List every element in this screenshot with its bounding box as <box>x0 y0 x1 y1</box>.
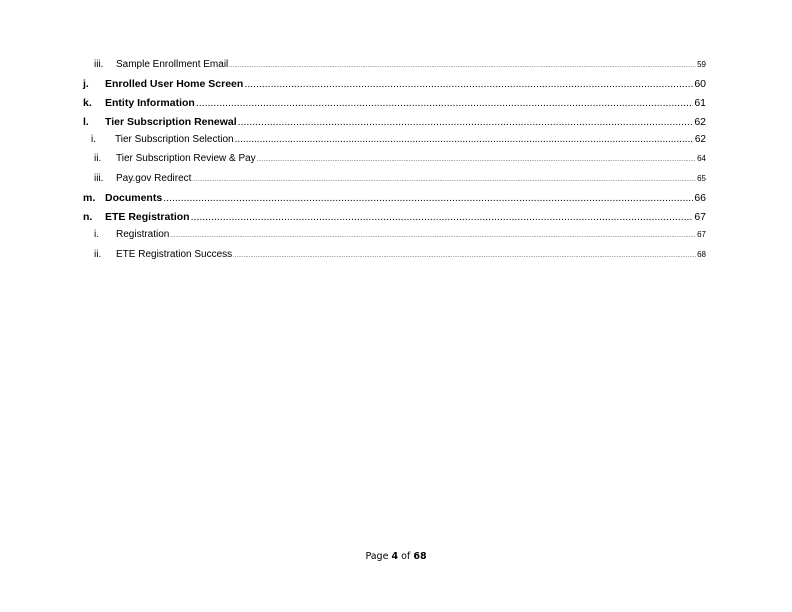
toc-entry-entity-information[interactable] <box>0 97 792 113</box>
toc-entry-title[interactable]: ETE Registration <box>105 211 190 223</box>
toc-entry-number: ii. <box>94 153 102 164</box>
toc-entry-ete-registration-success[interactable] <box>0 249 792 265</box>
toc-entry-title[interactable]: Registration <box>116 229 170 240</box>
toc-leader-dots <box>238 116 694 128</box>
page-label: Page <box>365 551 389 562</box>
toc-leader-dots <box>163 192 693 204</box>
toc-entry-title[interactable]: Tier Subscription Selection <box>115 134 234 145</box>
toc-leader-dots <box>257 157 696 163</box>
toc-leader-dots <box>196 97 693 109</box>
toc-entry-title[interactable]: Sample Enrollment Email <box>116 59 229 70</box>
toc-entry-page[interactable]: 65 <box>697 174 706 183</box>
toc-entry-page[interactable]: 67 <box>694 211 706 223</box>
toc-entry-title[interactable]: Enrolled User Home Screen <box>105 78 244 90</box>
toc-entry-number: iii. <box>94 173 104 184</box>
toc-entry-documents[interactable] <box>0 192 792 208</box>
toc-entry-number: i. <box>91 134 96 145</box>
toc-entry-ete-registration[interactable] <box>0 211 792 227</box>
toc-entry-page[interactable]: 62 <box>694 134 706 145</box>
toc-entry-page[interactable]: 59 <box>697 60 706 69</box>
total-page-count: 68 <box>413 551 427 562</box>
toc-leader-dots <box>233 253 696 259</box>
page-footer <box>0 551 792 562</box>
toc-leader-dots <box>192 177 696 183</box>
toc-entry-registration[interactable] <box>0 229 792 245</box>
toc-entry-number: j. <box>83 78 89 90</box>
toc-entry-sample-enrollment-email[interactable] <box>0 59 792 75</box>
toc-entry-number: m. <box>83 192 96 204</box>
toc-leader-dots <box>235 134 694 145</box>
toc-entry-title[interactable]: ETE Registration Success <box>116 249 233 260</box>
toc-entry-number: k. <box>83 97 92 109</box>
toc-entry-title[interactable]: Documents <box>105 192 163 204</box>
toc-entry-number: i. <box>94 229 99 240</box>
toc-entry-number: ii. <box>94 249 102 260</box>
toc-entry-tier-subscription-review-pay[interactable] <box>0 153 792 169</box>
toc-entry-number: iii. <box>94 59 104 70</box>
toc-entry-page[interactable]: 60 <box>694 78 706 90</box>
toc-entry-page[interactable]: 66 <box>694 192 706 204</box>
toc-leader-dots <box>229 63 696 69</box>
toc-entry-number: l. <box>83 116 89 128</box>
page-of-label: of <box>401 551 411 562</box>
toc-entry-page[interactable]: 64 <box>697 154 706 163</box>
toc-entry-tier-subscription-selection[interactable] <box>0 134 792 150</box>
toc-entry-page[interactable]: 61 <box>694 97 706 109</box>
toc-entry-title[interactable]: Tier Subscription Review & Pay <box>116 153 256 164</box>
toc-entry-title[interactable]: Tier Subscription Renewal <box>105 116 237 128</box>
toc-leader-dots <box>170 233 696 239</box>
toc-entry-page[interactable]: 67 <box>697 230 706 239</box>
current-page-number: 4 <box>391 551 399 562</box>
toc-entry-title[interactable]: Pay.gov Redirect <box>116 173 192 184</box>
toc-entry-number: n. <box>83 211 93 223</box>
toc-leader-dots <box>191 211 694 223</box>
toc-entry-page[interactable]: 62 <box>694 116 706 128</box>
toc-entry-paygov-redirect[interactable] <box>0 173 792 189</box>
toc-entry-tier-subscription-renewal[interactable] <box>0 116 792 132</box>
toc-entry-enrolled-user-home-screen[interactable] <box>0 78 792 94</box>
toc-entry-page[interactable]: 68 <box>697 250 706 259</box>
toc-leader-dots <box>244 78 693 90</box>
toc-entry-title[interactable]: Entity Information <box>105 97 195 109</box>
